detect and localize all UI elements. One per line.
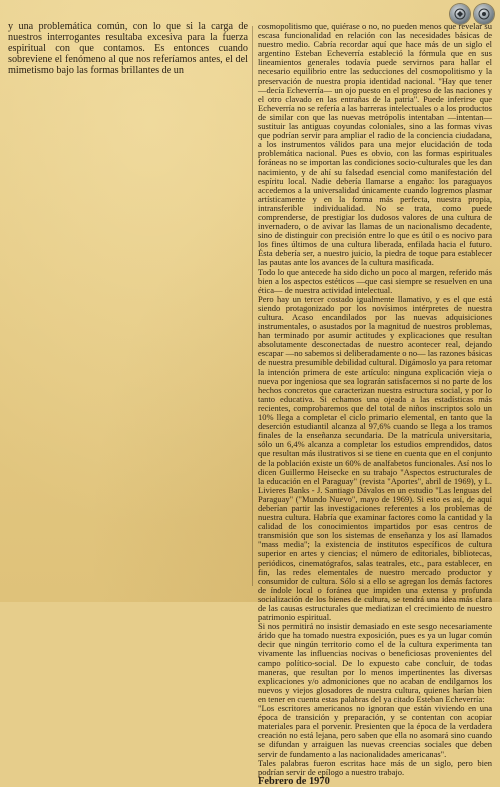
- column-divider: [252, 26, 253, 586]
- paragraph: "Los escritores americanos no ignoran que están viviendo en una época de transición y preparación, y se contentan con acopiar materiales para el porvenir. Presienten que la época de la verdadera creación no está lejana, pero saben que ella no asomará sino cuando se difundan y arraiguen las nuevas creencias sociales que deben servir de fundamento a las nacionalidades americanas".: [258, 703, 492, 759]
- right-column: [258, 22, 492, 786]
- paragraph: Pero hay un tercer costado igualmente llamativo, y es el que está siendo protagonizado por los novísimos intérpretes de nuestra cultura. Acaso encandilados por las nuevas adquisiciones instrumentales, o asustados por la magnitud de nuestros problemas, han terminado por asumir actitudes y explicaciones que resultan absolutamente desconectadas de nuestro acontecer real, dejando escapar —no sabemos si deliberadamente o no— las razones básicas de nuestra presumible debilidad cultural. Digámoslo ya para retomar la intención primera de este artículo: ninguna explicación vieja o nueva por ingeniosa que sea lograrán satisfacernos si no parte de los hechos concretos que caracterizan nuestra estructura social, y por lo tanto educativa. Si echamos una ojeada a las estadísticas más recientes, comprobaremos que del total de niños inscriptos solo un 10% llega a completar el ciclo primario elemental, en tanto que la deserción estudiantil alcanza al 97,6% cuando se llega a los tramos finales de la enseñanza secundaria. De la matrícula universitaria, sólo un 6,4% alcanza a completar los estudios emprendidos, datos que resultan más ilustrativos si se tiene en cuenta que en el conjunto de la población existe un 60% de analfabetos funcionales. Así nos lo dicen Guillermo Heisecke en su trabajo "Aspectos estructurales de la educación en el Paraguay" (revista "Aportes", abril de 1969), y L. Livieres Banks - J. Santiago Dávalos en un estudio "Las lenguas del Paraguay" ("Mundo Nuevo", mayo de 1969). Si esto es así, de aquí deberían partir las investigaciones referentes a los problemas de nuestra cultura. Habría que examinar factores como la cantidad y la calidad de los conocimientos impartidos por esas centros de transmisión que son los sistemas de enseñanza y los así llamados "mass media"; la existencia de institutos específicos de cultura superior en artes y ciencias; el número de editoriales, bibliotecas, periódicos, cinematógrafos, salas teatrales, etc., para establecer, en fin, las redes elementales de nuestro mercado productor y consumidor de cultura. Sólo si a ello se agregan los demás factores de índole local o foránea que impiden una extensa y profunda socialización de los bienes de cultura, se tendrá una idea más clara de las causas estructurales que mediatizan el crecimiento de nuestro patrimonio espiritual.: [258, 293, 492, 623]
- paragraph: Todo lo que antecede ha sido dicho un poco al margen, referido más bien a los aspectos estéticos —que casi siempre se resuelven en una ética— de nuestra actividad intelectual.: [258, 266, 492, 295]
- paragraph: cosmopolitismo que, quiérase o no, no pueden menos que revelar su escasa funcionalidad en relación con las necesidades básicas de nuestro medio. Cabría recordar aquí que hace más de un siglo el argentino Esteban Echeverría estableció la fórmula que en sus lineamientos generales todavía puede servirnos para hallar el necesario equilibrio entre las seducciones del cosmopolitismo y la preservación de nuestra propia identidad nacional. "Hay que tener —decía Echeverría— un ojo puesto en el progreso de las naciones y el otro clavado en las entrañas de la patria". Puede inferirse que Echeverría no se refería a las barreras intelectuales o a los productos de similar con que las nuevas metrópolis intentaban —intentan— sustituir las antiguas coyundas coloniales, sino a las formas vivas que podrían servir para ampliar el radio de la conciencia ciudadana, a los instrumentos válidos para una mejor elucidación de toda problemática nacional. Pues es obvio, con las formas espirituales foráneas no se importan las condiciones socio-culturales que les dan nacimiento, y de ahí su falsedad esencial como manifestación del espíritu local. Nadie debería llamarse a engaño: los paraguayos accedemos a la universalidad únicamente cuando logremos plasmar artísticamente y en la forma más perfecta, nuestra propia, intransferible individualidad. No se trata, como puede comprenderse, de prestigiar los dudosos valores de una cultura de invernadero, o de avivar las llamas de un nacionalismo decadente, sino de distinguir con precisión entre lo que es útil o es nocivo para los fines últimos de una cultura liberada, enfilada hacia el futuro. Ésta debería ser, a nuestro juicio, la piedra de toque para establecer las pautas ante los avances de la cultura masificada.: [258, 21, 492, 268]
- left-column: [8, 22, 248, 77]
- paragraph: Tales palabras fueron escritas hace más de un siglo, pero bien podrían servir de epílogo a nuestro trabajo.: [258, 757, 492, 777]
- paragraph: Si nos permitirá no insistir demasiado en este sesgo necesariamente árido que ha tomado nuestra exposición, pues es ya un lugar común decir que ningún territorio como el de la cultura experimenta tan vivamente las influencias nocivas o beneficiosas provenientes del campo político-social. De lo expuesto cabe concluir, de todas maneras, que resultan por lo menos impertinentes las diversas explicaciones y/o admoniciones que no acaban de endilgarnos los nuevos y viejos glosadores de nuestra cultura, quienes harían bien en tener en cuenta estas palabras del ya citado Esteban Echeverría:: [258, 621, 492, 704]
- signature-date: Febrero de 1970: [258, 775, 330, 787]
- paragraph: y una problemática común, con lo que si la carga de nuestros interrogantes resultaba excesiva para la fuerza espiritual con que contamos. Es entonces cuando sobreviene el fenómeno al que nos referíamos antes, el del mimetismo bajo las formas brillantes de un: [8, 21, 248, 76]
